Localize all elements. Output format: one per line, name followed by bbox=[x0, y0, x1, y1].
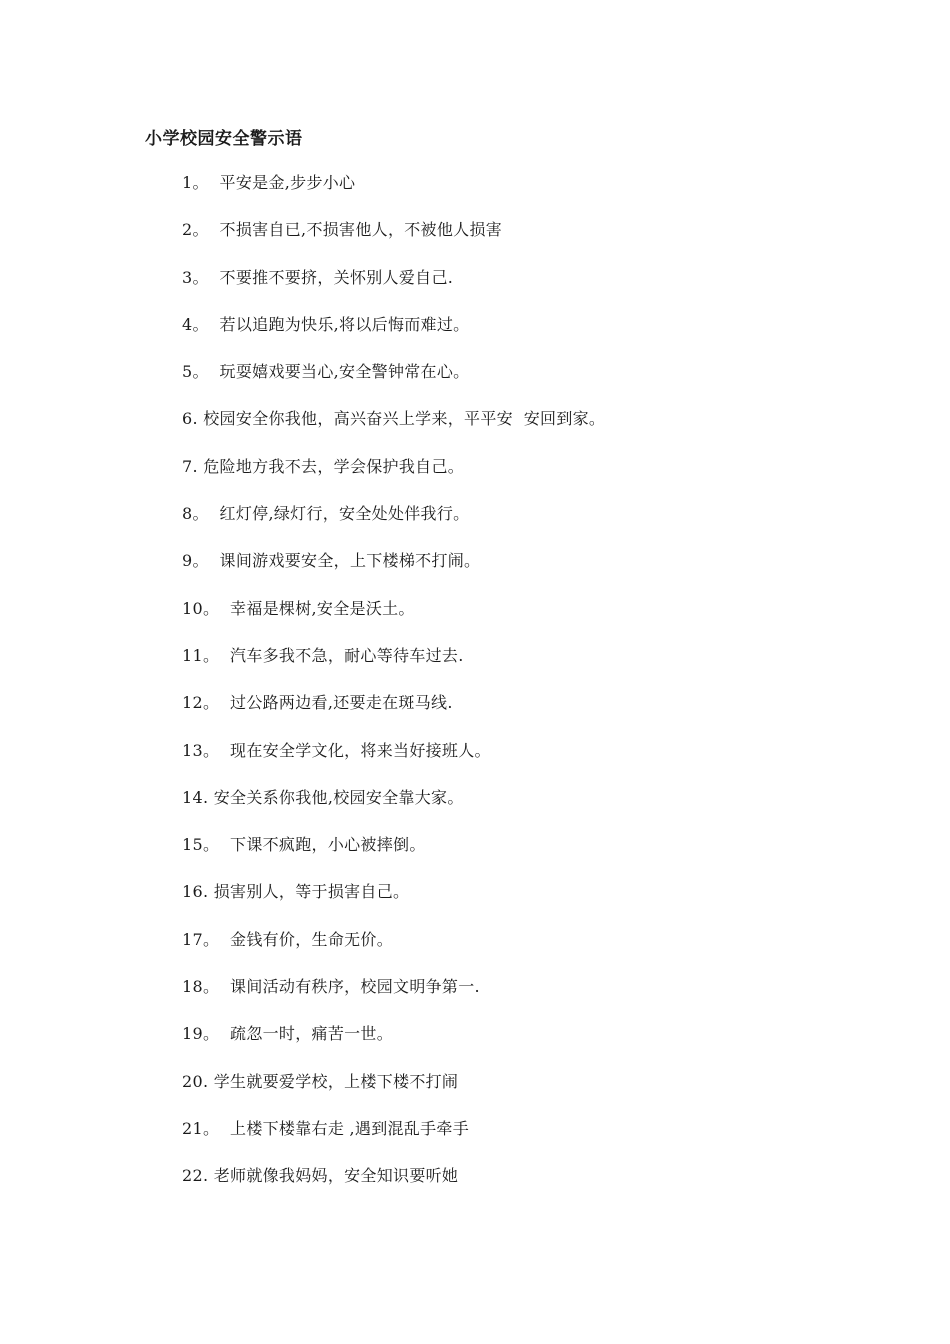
slogan-item: 16. 损害别人，等于损害自己。 bbox=[182, 882, 410, 902]
slogan-item: 14. 安全关系你我他,校园安全靠大家。 bbox=[182, 787, 464, 807]
slogan-item: 13。 现在安全学文化，将来当好接班人。 bbox=[182, 740, 491, 760]
slogan-item: 8。 红灯停,绿灯行，安全处处伴我行。 bbox=[182, 504, 470, 524]
slogan-item: 9。 课间游戏要安全，上下楼梯不打闹。 bbox=[182, 551, 481, 571]
slogan-item: 20. 学生就要爱学校，上楼下楼不打闹 bbox=[182, 1071, 459, 1091]
slogan-item: 3。 不要推不要挤，关怀别人爱自己. bbox=[182, 267, 454, 287]
document-title: 小学校园安全警示语 bbox=[145, 129, 303, 149]
slogan-item: 1。 平安是金,步步小心 bbox=[182, 173, 356, 192]
slogan-item: 6. 校园安全你我他，高兴奋兴上学来，平平安 安回到家。 bbox=[182, 409, 606, 429]
slogan-item: 12。 过公路两边看,还要走在斑马线. bbox=[182, 693, 453, 713]
slogan-item: 21。 上楼下楼靠右走 ,遇到混乱手牵手 bbox=[182, 1118, 470, 1138]
slogan-item: 18。 课间活动有秩序，校园文明争第一. bbox=[182, 977, 480, 997]
slogan-item: 17。 金钱有价，生命无价。 bbox=[182, 929, 394, 949]
slogan-item: 19。 疏忽一时，痛苦一世。 bbox=[182, 1024, 394, 1044]
slogan-item: 4。 若以追跑为快乐,将以后悔而难过。 bbox=[182, 314, 470, 334]
slogan-item: 15。 下课不疯跑，小心被摔倒。 bbox=[182, 835, 426, 855]
slogan-item: 2。 不损害自已,不损害他人，不被他人损害 bbox=[182, 220, 503, 240]
slogan-item: 11。 汽车多我不急，耐心等待车过去. bbox=[182, 645, 464, 665]
slogan-item: 5。 玩耍嬉戏要当心,安全警钟常在心。 bbox=[182, 362, 470, 382]
slogan-item: 7. 危险地方我不去，学会保护我自己。 bbox=[182, 456, 465, 476]
slogan-list bbox=[182, 171, 605, 1212]
slogan-item: 10。 幸福是棵树,安全是沃土。 bbox=[182, 598, 415, 618]
slogan-item: 22. 老师就像我妈妈，安全知识要听她 bbox=[182, 1166, 459, 1186]
